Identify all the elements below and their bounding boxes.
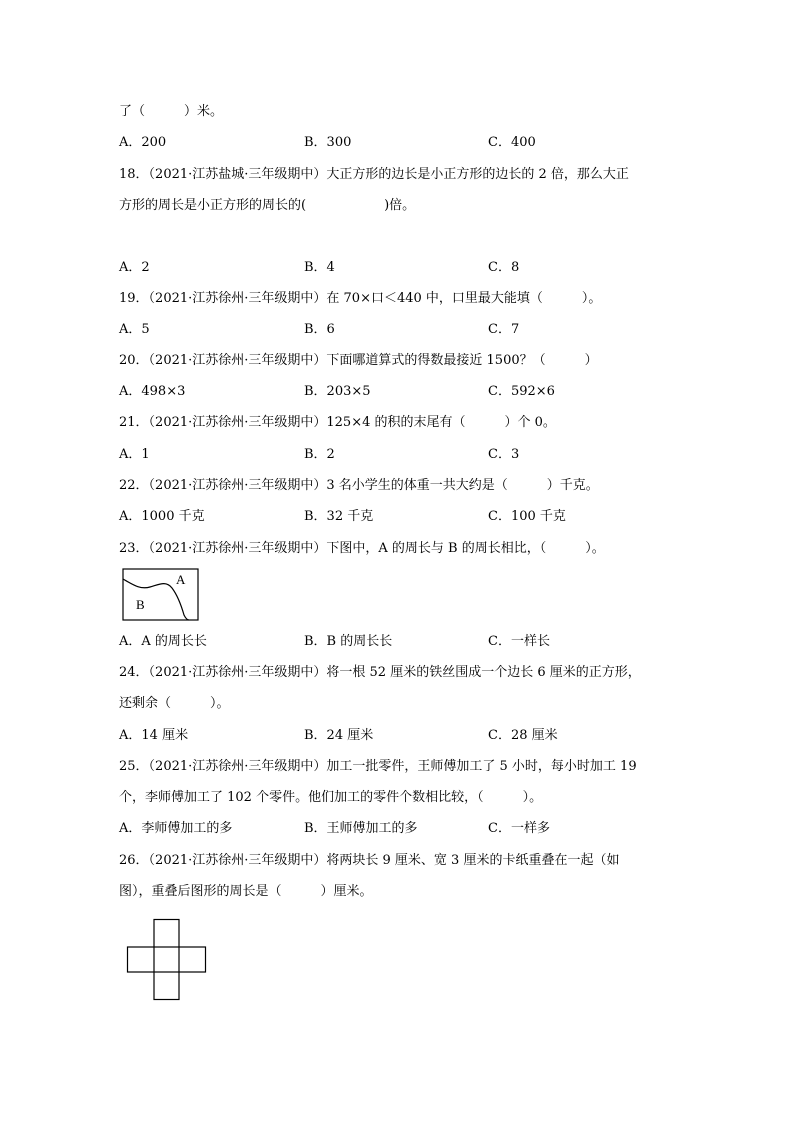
q25-text-line2: 个，李师傅加工了 102 个零件。他们加工的零件个数相比较，（ ）。	[119, 790, 543, 805]
q22-option-a: A．1000 千克	[119, 509, 205, 524]
q19-option-a: A．5	[119, 322, 150, 337]
q19-text: 19．（2021·江苏徐州·三年级期中）在 70×口＜440 中，口里最大能填（ ）。	[119, 291, 602, 306]
q17-option-b: B．300	[304, 135, 352, 150]
q19-option-c: C．7	[488, 322, 520, 337]
q19-option-b: B．6	[304, 322, 335, 337]
q24-text-line2: 还剩余（ ）。	[119, 696, 230, 711]
q23-label-a: A	[176, 572, 186, 587]
q21-text: 21．（2021·江苏徐州·三年级期中）125×4 的积的末尾有（ ）个 0。	[119, 415, 556, 430]
q23-option-a: A．A 的周长长	[119, 634, 207, 649]
q25-option-b: B．王师傅加工的多	[304, 821, 418, 836]
q21-option-b: B．2	[304, 447, 335, 462]
q18-text-line2: 方形的周长是小正方形的周长的( )倍。	[119, 198, 416, 213]
q20-option-c: C．592×6	[488, 384, 555, 399]
q17-text-cont: 了（ ）米。	[119, 104, 224, 119]
q23-label-b: B	[136, 597, 145, 612]
q20-option-a: A．498×3	[119, 384, 186, 399]
q22-option-c: C．100 千克	[488, 509, 566, 524]
q26-text-line2: 图），重叠后图形的周长是（ ）厘米。	[119, 884, 373, 899]
q24-text-line1: 24．（2021·江苏徐州·三年级期中）将一根 52 厘米的铁丝围成一个边长 6 厘米的正方形，	[119, 665, 641, 680]
q18-option-c: C．8	[488, 260, 520, 275]
q18-option-a: A．2	[119, 260, 150, 275]
q23-text: 23．（2021·江苏徐州·三年级期中）下图中，A 的周长与 B 的周长相比，（ ）。	[119, 541, 605, 556]
q18-text-line1: 18．（2021·江苏盐城·三年级期中）大正方形的边长是小正方形的边长的 2 倍，那么大正	[119, 167, 629, 182]
q21-option-c: C．3	[488, 447, 520, 462]
q25-option-c: C．一样多	[488, 821, 550, 836]
q17-option-c: C．400	[488, 135, 536, 150]
q26-text-line1: 26．（2021·江苏徐州·三年级期中）将两块长 9 厘米、宽 3 厘米的卡纸重叠在一起（如	[119, 853, 620, 868]
q21-option-a: A．1	[119, 447, 150, 462]
q24-option-b: B．24 厘米	[304, 728, 374, 743]
q18-option-b: B．4	[304, 260, 335, 275]
q22-option-b: B．32 千克	[304, 509, 374, 524]
q25-text-line1: 25．（2021·江苏徐州·三年级期中）加工一批零件，王师傅加工了 5 小时，每小时加工 19	[119, 759, 637, 774]
q23-figure-a-b	[122, 568, 200, 622]
q24-option-a: A．14 厘米	[119, 728, 189, 743]
q24-option-c: C．28 厘米	[488, 728, 558, 743]
q17-option-a: A．200	[119, 135, 167, 150]
q22-text: 22．（2021·江苏徐州·三年级期中）3 名小学生的体重一共大约是（ ）千克。	[119, 478, 599, 493]
q25-option-a: A．李师傅加工的多	[119, 821, 233, 836]
q20-text: 20．（2021·江苏徐州·三年级期中）下面哪道算式的得数最接近 1500？（ ）	[119, 353, 598, 368]
q20-option-b: B．203×5	[304, 384, 371, 399]
q26-cross-figure	[126, 918, 208, 1002]
q23-option-b: B．B 的周长长	[304, 634, 393, 649]
q23-option-c: C．一样长	[488, 634, 550, 649]
